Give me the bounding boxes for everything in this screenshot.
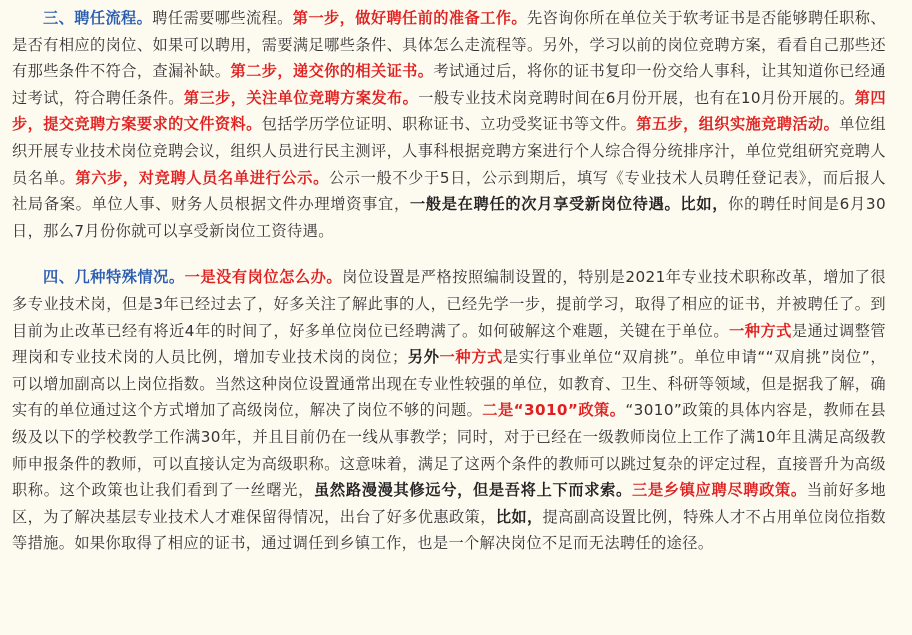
step-4-heading: 第四步，提交竞聘方案要求的文件资料。 — [12, 88, 886, 134]
section-heading: 四、几种特殊情况。 — [43, 268, 185, 287]
text-run: 你的聘任时间是6月30日，那么7月份你就可以享受新岗位工资待遇。 — [12, 195, 887, 240]
case-3-heading: 三是乡镇应聘尽聘政策。 — [631, 481, 807, 500]
text-run: 聘任需要哪些流程。 — [152, 9, 293, 27]
case-1-heading: 一是没有岗位怎么办。 — [184, 268, 343, 287]
text-run: 先咨询你所在单位关于软考证书是否能够聘任职称、是否有相应的岗位、如果可以聘用，需要满足哪些条件、具体怎么走流程等。另外，学习以前的岗位竞聘方案，看看自己那些还有那些条件不符合，查漏补缺。 — [12, 9, 886, 81]
text-run: 单位组织开展专业技术岗位竞聘会议，组织人员进行民主测评，人事科根据竞聘方案进行个人综合得分统排序汁，单位党组研究竞聘人员名单。 — [12, 115, 887, 187]
case-2-heading: 二是“3010”政策。 — [482, 401, 626, 420]
text-run: 岗位设置是严格按照编制设置的，特别是2021年专业技术职称改革，增加了很多专业技术岗，但是3年已经过去了，好多关注了解此事的人，已经先学一步，提前学习，取得了相应的证书，并被聘任了。到目前为止改革已经有将近4年的时间了，好多单位岗位已经聘满了。如何破解这个难题，关键在于单位。 — [12, 268, 887, 340]
bold-emphasis: 比如， — [495, 507, 543, 526]
step-2-heading: 第二步，递交你的相关证书。 — [230, 62, 434, 81]
text-run: 公示一般不少于5日，公示到期后，填写《专业技术人员聘任登记表》，而后报人社局备案。单位人事、财务人员根据文件办理增资事宜， — [12, 168, 887, 214]
highlight-text: 一种方式 — [439, 348, 503, 367]
text-run: 一般专业技术岗竞聘时间在6月份开展，也有在10月份开展的。 — [418, 88, 855, 107]
text-run: “3010”政策的具体内容是，教师在县级及以下的学校教学工作满30年，并且目前仍在一线从事教学；同时，对于已经在一级教师岗位上工作了满10年且满足高级教师申报条件的教师，可以直接认定为高级职称。这意味着，满足了这两个条件的教师可以跳过复杂的评定过程，直接晋升为高级职称。这个政策也让我们看到了一丝曙光， — [12, 401, 886, 500]
text-run: 是通过调整管理岗和专业技术岗的人员比例，增加专业技术岗的岗位； — [12, 321, 887, 367]
step-6-heading: 第六步，对竞聘人员名单进行公示。 — [75, 168, 329, 187]
highlight-text: 一种方式 — [729, 321, 792, 340]
step-1-heading: 第一步，做好聘任前的准备工作。 — [292, 9, 527, 27]
section-hiring-process — [12, 5, 886, 244]
bold-emphasis: 另外 — [407, 348, 440, 367]
text-run: 提高副高设置比例，特殊人才不占用单位岗位指数等措施。如果你取得了相应的证书，通过调任到乡镇工作，也是一个解决岗位不足而无法聘任的途径。 — [12, 507, 886, 553]
text-run: 包括学历学位证明、职称证书、立功受奖证书等文件。 — [261, 115, 637, 134]
bold-emphasis: 一般是在聘任的次月享受新岗位待遇。比如， — [409, 195, 729, 214]
section-heading: 三、聘任流程。 — [43, 9, 153, 27]
bold-emphasis: 虽然路漫漫其修远兮，但是吾将上下而求索。 — [314, 481, 632, 500]
text-run: 是实行事业单位“双肩挑”。单位申请““双肩挑”岗位”，可以增加副高以上岗位指数。当然这种岗位设置通常出现在专业性较强的单位，如教育、卫生、科研等领域，但是据我了解，确实有的单位通过这个方式增加了高级岗位，解决了岗位不够的问题。 — [12, 348, 886, 420]
text-run: 考试通过后，将你的证书复印一份交给人事科，让其知道你已经通过考试，符合聘任条件。 — [12, 62, 886, 107]
text-run: 当前好多地区，为了解决基层专业技术人才难保留得情况，出台了好多优惠政策， — [12, 481, 887, 526]
step-5-heading: 第五步，组织实施竞聘活动。 — [636, 115, 840, 134]
section-special-cases — [12, 264, 886, 557]
step-3-heading: 第三步，关注单位竞聘方案发布。 — [183, 88, 419, 107]
